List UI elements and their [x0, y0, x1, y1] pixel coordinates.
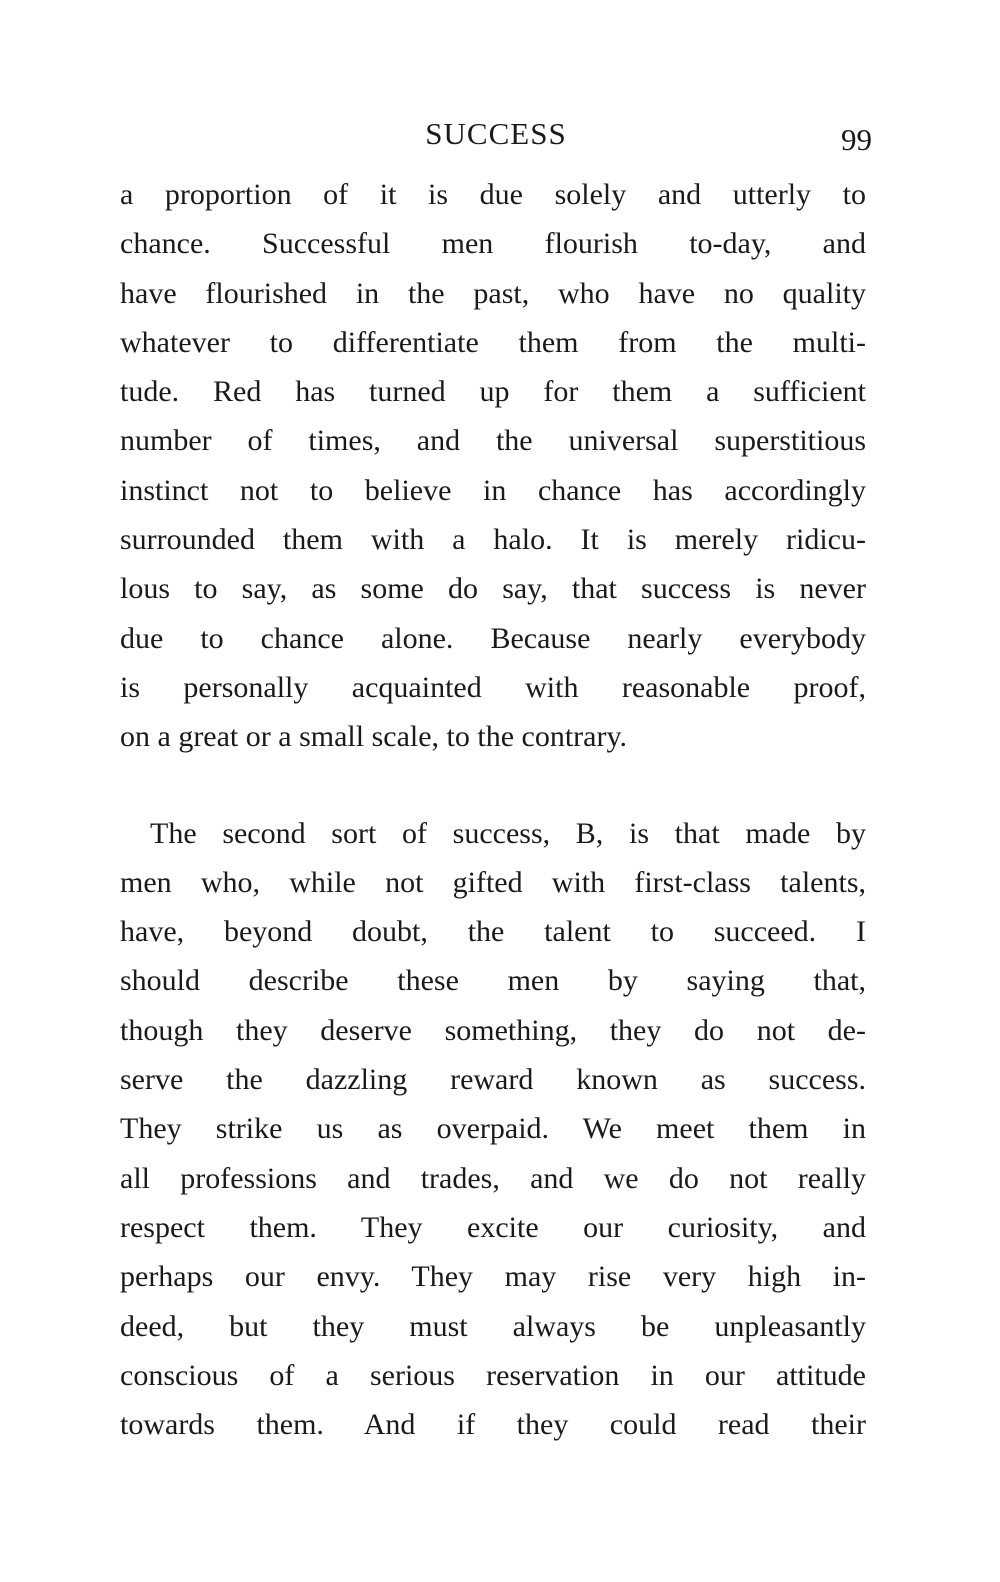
text-line: The second sort of success, B, is that made by — [150, 816, 866, 850]
text-line: perhaps our envy. They may rise very high in- — [120, 1260, 866, 1294]
text-line: due to chance alone. Because nearly everybody — [120, 621, 866, 655]
text-line: should describe these men by saying that, — [120, 964, 866, 998]
paragraph-1 — [120, 170, 866, 762]
text-line: They strike us as overpaid. We meet them in — [120, 1112, 866, 1146]
paragraph-gap — [120, 762, 866, 809]
text-line: whatever to differentiate them from the multi- — [120, 325, 866, 359]
text-line: have flourished in the past, who have no quality — [120, 276, 866, 310]
text-line: on a great or a small scale, to the contrary. — [120, 720, 628, 754]
text-line: a proportion of it is due solely and utterly to — [120, 178, 866, 211]
paragraph-2 — [120, 809, 866, 1450]
text-line: deed, but they must always be unpleasantly — [120, 1309, 866, 1343]
text-line: towards them. And if they could read their — [120, 1408, 866, 1442]
text-line: instinct not to believe in chance has accordingly — [120, 473, 866, 507]
running-title: SUCCESS — [425, 116, 567, 151]
text-line: respect them. They excite our curiosity, and — [120, 1210, 866, 1244]
text-line: is personally acquainted with reasonable proof, — [120, 670, 866, 704]
text-line: all professions and trades, and we do not really — [120, 1161, 866, 1195]
text-line: men who, while not gifted with first-class talents, — [120, 865, 866, 899]
text-line: though they deserve something, they do not de- — [120, 1013, 866, 1047]
text-line: tude. Red has turned up for them a sufficient — [120, 375, 866, 409]
text-line: chance. Successful men flourish to-day, and — [120, 227, 866, 261]
text-line: number of times, and the universal superstitious — [120, 424, 866, 458]
page-number: 99 — [841, 122, 872, 157]
body-text — [120, 170, 866, 1449]
running-head — [120, 112, 872, 156]
text-line: conscious of a serious reservation in our attitude — [120, 1358, 866, 1392]
text-line: surrounded them with a halo. It is merely ridicu- — [120, 523, 866, 557]
text-line: have, beyond doubt, the talent to succeed. I — [120, 915, 866, 949]
text-line: lous to say, as some do say, that success is never — [120, 572, 866, 606]
text-line: serve the dazzling reward known as success. — [120, 1063, 866, 1097]
